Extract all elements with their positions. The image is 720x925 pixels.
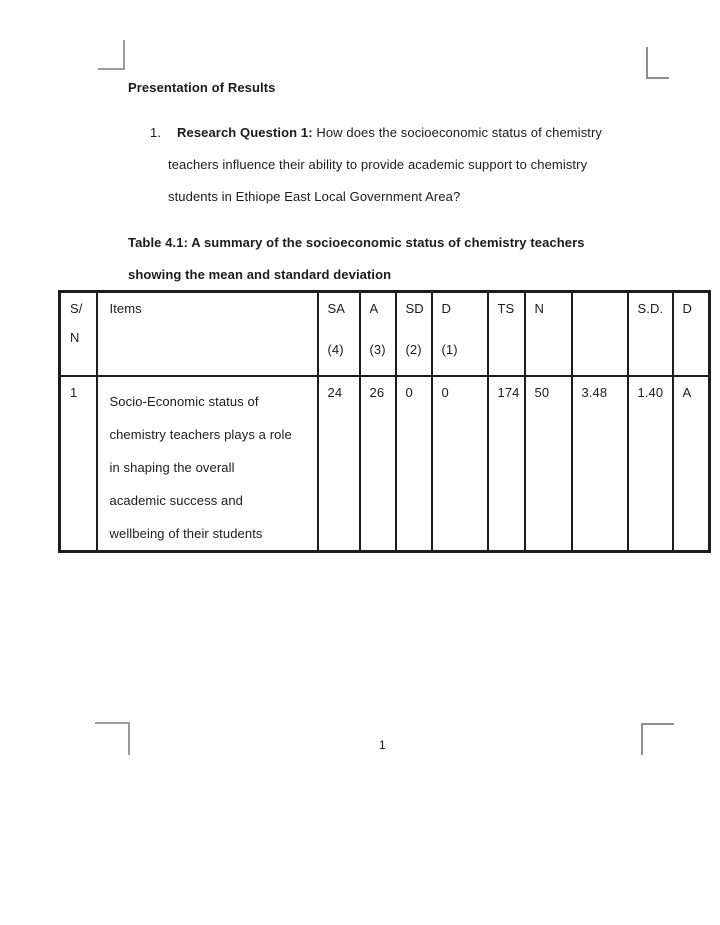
section-heading: Presentation of Results [128, 80, 276, 95]
cell-n: 50 [525, 376, 572, 552]
research-question-line-2: teachers influence their ability to provide academic support to chemistry [168, 157, 588, 172]
header-line: Items [109, 301, 142, 316]
col-header-d [432, 292, 488, 377]
cell-sn: 1 [60, 376, 97, 552]
crop-mark-bottom-left-icon [95, 722, 130, 755]
col-header-sn [60, 292, 97, 377]
results-table [58, 290, 711, 553]
page-number: 1 [379, 738, 386, 752]
header-line: (1) [441, 342, 458, 357]
cell-d: 0 [432, 376, 488, 552]
crop-mark-top-left-icon [98, 40, 125, 70]
research-question-label: Research Question 1: [177, 125, 313, 140]
col-header-items [97, 292, 318, 377]
table-caption-line-1: Table 4.1: A summary of the socioeconomic status of chemistry teachers [128, 235, 585, 250]
research-question-text-1: How does the socioeconomic status of chemistry [312, 125, 603, 140]
table-caption-line-2: showing the mean and standard deviation [128, 267, 392, 282]
cell-sa: 24 [318, 376, 360, 552]
header-line: SD [405, 301, 424, 316]
cell-items [97, 376, 318, 552]
header-line: TS [497, 301, 515, 316]
item-text-line: academic success and [109, 493, 244, 508]
header-line: D [441, 301, 451, 316]
item-text-line: wellbeing of their students [109, 526, 263, 541]
cell-ts: 174 [488, 376, 525, 552]
header-line: (4) [327, 342, 344, 357]
header-line: (3) [369, 342, 386, 357]
header-line: (2) [405, 342, 422, 357]
list-number: 1. [150, 125, 162, 140]
cell-sd: 0 [396, 376, 432, 552]
crop-mark-top-right-icon [646, 47, 669, 79]
research-question-line-1 [150, 125, 602, 140]
item-text-line: Socio-Economic status of [109, 394, 259, 409]
crop-mark-bottom-right-icon [641, 723, 674, 755]
cell-std: 1.40 [628, 376, 673, 552]
col-header-a [360, 292, 396, 377]
header-line: SA [327, 301, 346, 316]
table-caption [128, 227, 585, 291]
cell-decision: A [673, 376, 710, 552]
col-header-decision [673, 292, 710, 377]
table-row [60, 376, 710, 552]
header-line: N [70, 330, 80, 345]
col-header-ts [488, 292, 525, 377]
col-header-std [628, 292, 673, 377]
col-header-sd [396, 292, 432, 377]
header-line: D [682, 301, 692, 316]
col-header-n [525, 292, 572, 377]
header-line: N [534, 301, 544, 316]
cell-mean: 3.48 [572, 376, 628, 552]
cell-a: 26 [360, 376, 396, 552]
header-line: S/ [70, 301, 83, 316]
col-header-sa [318, 292, 360, 377]
item-text-line: chemistry teachers plays a role [109, 427, 292, 442]
col-header-mean [572, 292, 628, 377]
item-text-line: in shaping the overall [109, 460, 235, 475]
research-question-line-3: students in Ethiope East Local Government Area? [168, 189, 461, 204]
header-line: S.D. [637, 301, 664, 316]
table-header-row [60, 292, 710, 377]
header-line: A [369, 301, 379, 316]
